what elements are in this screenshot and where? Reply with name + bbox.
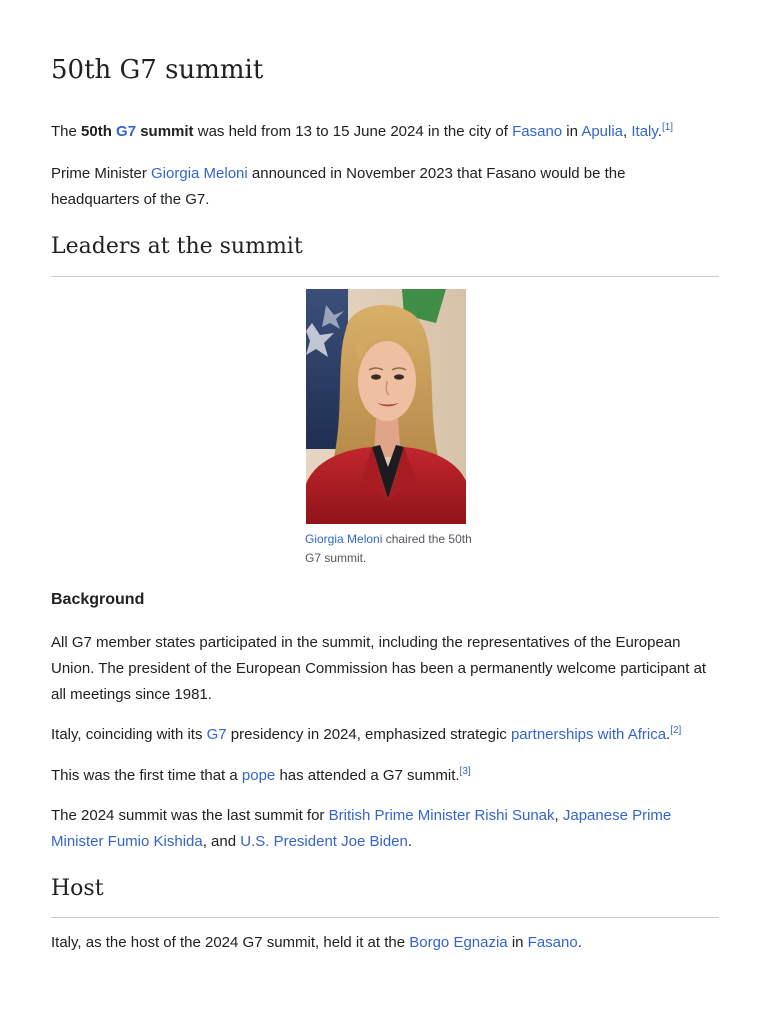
section-divider: [51, 917, 719, 918]
link-pope[interactable]: pope: [241, 767, 276, 784]
text: Prime Minister: [51, 165, 152, 182]
bold-text: summit: [136, 123, 194, 140]
text: , and: [202, 833, 241, 850]
text: announced in November 2023 that Fasano would be the headquarters of the G7.: [51, 165, 626, 208]
text: .: [657, 123, 662, 140]
link-fasano-host[interactable]: Fasano: [527, 934, 578, 951]
intro-paragraph-2: [51, 161, 651, 213]
link-giorgia-meloni[interactable]: Giorgia Meloni: [151, 165, 248, 182]
text: ,: [554, 807, 563, 824]
section-heading-host: Host: [51, 876, 104, 901]
background-paragraph-3: [51, 763, 716, 789]
link-fumio-kishida[interactable]: Japanese Prime Minister Fumio Kishida: [51, 807, 672, 850]
background-paragraph-2: [51, 722, 716, 748]
reference-link-3[interactable]: [3]: [459, 766, 471, 777]
caption-text: chaired the 50th G7 summit.: [305, 532, 472, 565]
text: has attended a G7 summit.: [275, 767, 460, 784]
section-divider: [51, 276, 719, 277]
text: The 2024 summit was the last summit for: [51, 807, 329, 824]
page-title: 50th G7 summit: [51, 55, 264, 85]
reference-link-1[interactable]: [1]: [661, 122, 674, 133]
background-paragraph-4: [51, 803, 716, 855]
image-caption: [305, 530, 485, 568]
portrait-image[interactable]: [306, 289, 466, 524]
text: Italy, coinciding with its: [51, 726, 207, 743]
reference-link-2[interactable]: [2]: [670, 725, 682, 736]
link-rishi-sunak[interactable]: British Prime Minister Rishi Sunak: [328, 807, 555, 824]
link-apulia[interactable]: Apulia: [581, 123, 624, 140]
text: was held from 13 to 15 June 2024 in the city of: [193, 123, 513, 140]
link-fasano[interactable]: Fasano: [512, 123, 563, 140]
link-joe-biden[interactable]: U.S. President Joe Biden: [240, 833, 408, 850]
text: Italy, as the host of the 2024 G7 summit, held it at the: [51, 934, 410, 951]
section-heading-leaders: Leaders at the summit: [51, 234, 303, 259]
link-borgo-egnazia[interactable]: Borgo Egnazia: [409, 934, 508, 951]
text: .: [666, 726, 671, 743]
intro-paragraph-1: [51, 119, 716, 145]
text: .: [577, 934, 582, 951]
bold-text: 50th: [81, 123, 117, 140]
caption-link-giorgia-meloni[interactable]: Giorgia Meloni: [305, 532, 383, 546]
text: .: [407, 833, 413, 850]
text: The: [51, 123, 82, 140]
text: presidency in 2024, emphasized strategic: [226, 726, 511, 743]
link-italy[interactable]: Italy: [631, 123, 658, 140]
text: in: [507, 934, 528, 951]
text: This was the first time that a: [51, 767, 242, 784]
host-paragraph: [51, 930, 716, 956]
link-g7-presidency[interactable]: G7: [206, 726, 227, 743]
link-partnerships-with-africa[interactable]: partnerships with Africa: [510, 726, 667, 743]
portrait-illustration: [306, 289, 466, 524]
link-g7[interactable]: G7: [116, 123, 137, 140]
subheading-background: Background: [51, 591, 145, 608]
text: ,: [623, 123, 632, 140]
background-paragraph-1: All G7 member states participated in the summit, including the representatives of the European Union. The president of the European Commission has been a permanently welcome participant at all meetings since 1981.: [51, 634, 707, 703]
text: in: [562, 123, 582, 140]
